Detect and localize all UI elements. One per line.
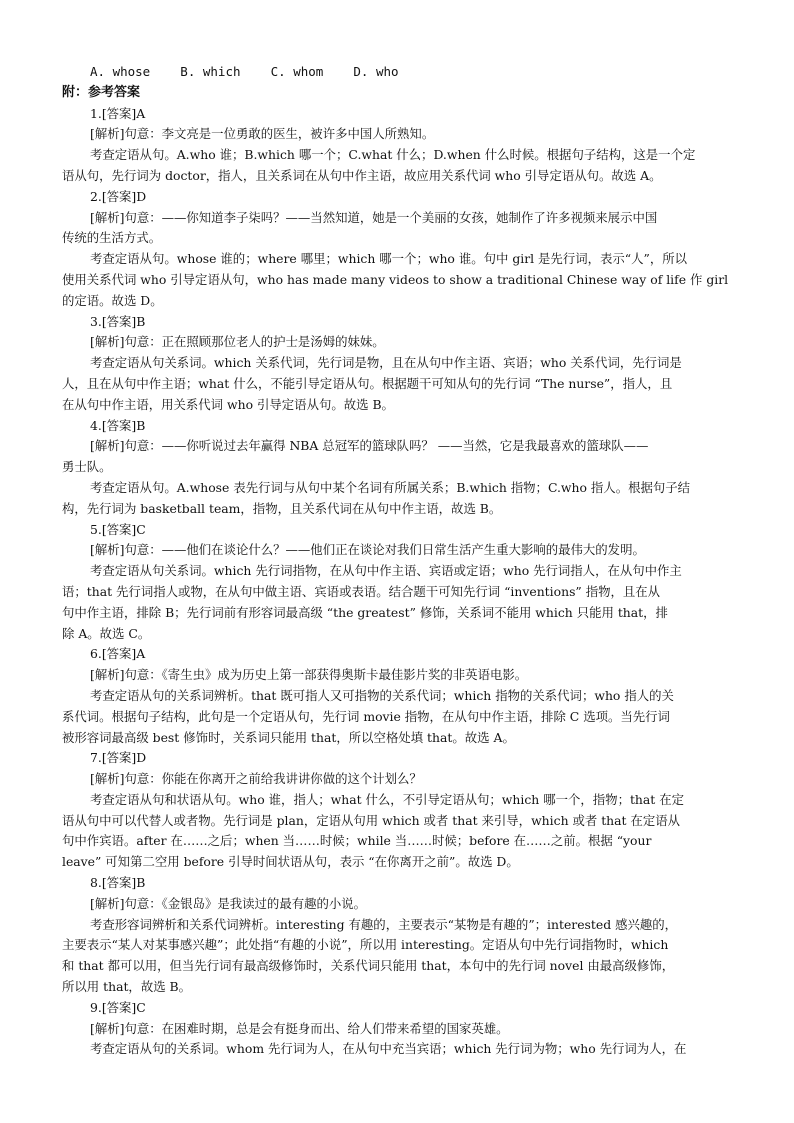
analysis-line: [解析]句意：在困难时期，总是会有挺身而出、给人们带来希望的国家英雄。 bbox=[90, 1020, 509, 1036]
answer-number: 8.[答案]B bbox=[90, 875, 146, 891]
explanation-line: 考查定语从句的关系词辨析。that 既可指人又可指物的关系代词；which 指物的关系代词；who 指人的关 bbox=[90, 687, 674, 703]
explanation-continuation: 语从句中可以代替人或者物。先行词是 plan，定语从句用 which 或者 that 来引导，which 或者 that 在定语从 bbox=[62, 812, 681, 828]
answer-number: 1.[答案]A bbox=[90, 105, 146, 121]
explanation-line: 考查定语从句。A.whose 表先行词与从句中某个名词有所属关系；B.which 指物；C.who 指人。根据句子结 bbox=[90, 479, 691, 495]
explanation-continuation: 句中作主语，排除 B；先行词前有形容词最高级 “the greatest” 修饰，关系词不能用 which 只能用 that，排 bbox=[62, 604, 668, 620]
appendix-title: 附：参考答案 bbox=[62, 84, 141, 100]
answer-number: 7.[答案]D bbox=[90, 750, 147, 766]
analysis-line: [解析]句意：——你知道李子柒吗？——当然知道，她是一个美丽的女孩，她制作了许多视频来展示中国 bbox=[90, 209, 658, 225]
explanation-continuation: 在从句中作主语，用关系代词 who 引导定语从句。故选 B。 bbox=[62, 396, 394, 412]
explanation-continuation: 的定语。故选 D。 bbox=[62, 292, 163, 308]
explanation-continuation: 勇士队。 bbox=[62, 459, 112, 475]
explanation-line: 考查定语从句。whose 谁的；where 哪里；which 哪一个；who 谁。句中 girl 是先行词，表示“人”，所以 bbox=[90, 251, 688, 267]
explanation-continuation: 和 that 都可以用，但当先行词有最高级修饰时，关系代词只能用 that，本句中的先行词 novel 由最高级修饰， bbox=[62, 958, 675, 974]
analysis-line: [解析]句意：正在照顾那位老人的护士是汤姆的妹妹。 bbox=[90, 334, 385, 350]
explanation-continuation: 所以用 that，故选 B。 bbox=[62, 979, 192, 995]
explanation-continuation: 除 A。故选 C。 bbox=[62, 625, 151, 641]
explanation-continuation: 传统的生活方式。 bbox=[62, 230, 162, 246]
analysis-line: [解析]句意：你能在你离开之前给我讲讲你做的这个计划么？ bbox=[90, 771, 422, 787]
explanation-continuation: 构，先行词为 basketball team，指物，且关系代词在从句中作主语，故选 B。 bbox=[62, 500, 502, 516]
answer-number: 2.[答案]D bbox=[90, 188, 147, 204]
analysis-line: [解析]句意：李文亮是一位勇敢的医生，被许多中国人所熟知。 bbox=[90, 126, 435, 142]
answer-number: 3.[答案]B bbox=[90, 313, 146, 329]
explanation-continuation: 句中作宾语。after 在……之后；when 当……时候；while 当……时候；before 在……之前。根据 “your bbox=[62, 833, 652, 849]
explanation-continuation: 使用关系代词 who 引导定语从句，who has made many videos to show a traditional Chinese way of life 作 girl bbox=[62, 271, 729, 287]
answer-list bbox=[62, 104, 738, 1061]
analysis-line: [解析]句意：——他们在谈论什么？——他们正在谈论对我们日常生活产生重大影响的最伟大的发明。 bbox=[90, 542, 645, 558]
analysis-line: [解析]句意：《金银岛》是我读过的最有趣的小说。 bbox=[90, 895, 367, 911]
explanation-line: 考查定语从句。A.who 谁；B.which 哪一个；C.what 什么；D.when 什么时候。根据句子结构，这是一个定 bbox=[90, 147, 696, 163]
explanation-line: 考查定语从句关系词。which 先行词指物，在从句中作主语、宾语或定语；who 先行词指人，在从句中作主 bbox=[90, 563, 682, 579]
explanation-continuation: 人，且在从句中作主语；what 什么，不能引导定语从句。根据题干可知从句的先行词 “The nurse”，指人，且 bbox=[62, 375, 673, 391]
analysis-line: [解析]句意：——你听说过去年赢得 NBA 总冠军的篮球队吗？ ——当然，它是我最喜欢的篮球队—— bbox=[90, 438, 649, 454]
explanation-continuation: 语从句，先行词为 doctor，指人，且关系词在从句中作主语，故应用关系代词 who 引导定语从句。故选 A。 bbox=[62, 167, 662, 183]
explanation-line: 考查定语从句的关系词。whom 先行词为人，在从句中充当宾语；which 先行词为物；who 先行词为人，在 bbox=[90, 1041, 687, 1057]
explanation-line: 考查形容词辨析和关系代词辨析。interesting 有趣的，主要表示“某物是有趣的”；interested 感兴趣的， bbox=[90, 916, 678, 932]
explanation-continuation: 主要表示“某人对某事感兴趣”；此处指“有趣的小说”，所以用 interesting。定语从句中先行词指物时，which bbox=[62, 937, 669, 953]
explanation-continuation: 语；that 先行词指人或物，在从句中做主语、宾语或表语。结合题干可知先行词 “inventions” 指物，且在从 bbox=[62, 583, 661, 599]
answer-number: 9.[答案]C bbox=[90, 999, 146, 1015]
explanation-line: 考查定语从句关系词。which 关系代词，先行词是物，且在从句中作主语、宾语；who 关系代词，先行词是 bbox=[90, 355, 682, 371]
explanation-continuation: leave” 可知第二空用 before 引导时间状语从句，表示 “在你离开之前”。故选 D。 bbox=[62, 854, 519, 870]
question-options: A. whose B. which C. whom D. who bbox=[90, 64, 399, 79]
answer-number: 5.[答案]C bbox=[90, 521, 146, 537]
answer-number: 6.[答案]A bbox=[90, 646, 146, 662]
explanation-line: 考查定语从句和状语从句。who 谁，指人；what 什么，不引导定语从句；which 哪一个，指物；that 在定 bbox=[90, 791, 684, 807]
analysis-line: [解析]句意：《寄生虫》成为历史上第一部获得奥斯卡最佳影片奖的非英语电影。 bbox=[90, 667, 528, 683]
explanation-continuation: 被形容词最高级 best 修饰时，关系词只能用 that，所以空格处填 that。故选 A。 bbox=[62, 729, 515, 745]
answer-number: 4.[答案]B bbox=[90, 417, 146, 433]
answer-page bbox=[62, 62, 738, 1060]
explanation-continuation: 系代词。根据句子结构，此句是一个定语从句，先行词 movie 指物，在从句中作主语，排除 C 选项。当先行词 bbox=[62, 708, 670, 724]
